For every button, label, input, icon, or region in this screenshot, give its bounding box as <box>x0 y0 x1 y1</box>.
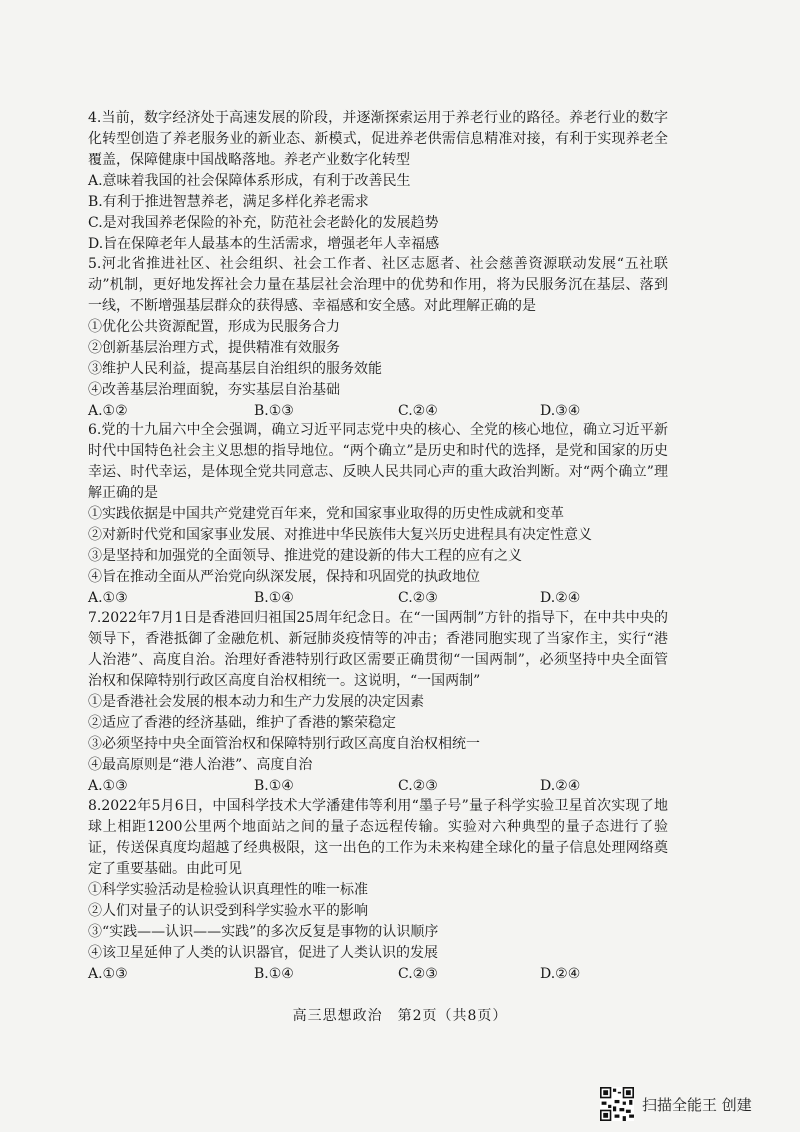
question-stem: 6.党的十九届六中全会强调，确立习近平同志党中央的核心、全党的核心地位，确立习近平新时代中国特色社会主义思想的指导地位。“两个确立”是历史和时代的选择，是党和国家的历史幸运、时代幸运，是体现全党共同意志、反映人民共同心声的重大政治判断。对“两个确立”理解正确的是 <box>88 422 668 501</box>
scanner-watermark <box>600 1086 752 1122</box>
answer-a: A.①③ <box>88 778 128 794</box>
choice-option: D.旨在保障老年人最基本的生活需求，增强老年人幸福感 <box>88 236 440 252</box>
statement-item: ②对新时代党和国家事业发展、对推进中华民族伟大复兴历史进程具有决定性意义 <box>88 527 592 543</box>
answer-b: B.①④ <box>254 966 294 982</box>
statement-item: ④旨在推动全面从严治党向纵深发展，保持和巩固党的执政地位 <box>88 569 480 585</box>
question-5 <box>88 254 668 422</box>
question-stem: 4.当前，数字经济处于高速发展的阶段，并逐渐探索运用于养老行业的路径。养老行业的数字化转型创造了养老服务业的新业态、新模式，促进养老供需信息精准对接，有利于实现养老全覆盖，保障健康中国战略落地。养老产业数字化转型 <box>88 110 668 168</box>
statement-item: ①是香港社会发展的根本动力和生产力发展的决定因素 <box>88 694 424 710</box>
answer-a: A.①③ <box>88 590 128 606</box>
statement-item: ①科学实验活动是检验认识真理性的唯一标准 <box>88 882 368 898</box>
answer-choices <box>88 964 668 985</box>
answer-d: D.③④ <box>540 403 581 419</box>
answer-d: D.②④ <box>540 778 581 794</box>
statement-item: ③维护人民利益，提高基层自治组织的服务效能 <box>88 361 382 377</box>
question-stem: 8.2022年5月6日，中国科学技术大学潘建伟等利用“墨子号”量子科学实验卫星首次实现了地球上相距1200公里两个地面站之间的量子态远程传输。实验对六种典型的量子态进行了验证，传送保真度均超越了经典极限，这一出色的工作为未来构建全球化的量子信息处理网络奠定了重要基础。由此可见 <box>88 798 668 877</box>
answer-choices <box>88 401 668 422</box>
answer-choices <box>88 588 668 609</box>
statement-item: ③必须坚持中央全面管治权和保障特别行政区高度自治权相统一 <box>88 736 480 752</box>
statement-item: ②创新基层治理方式，提供精准有效服务 <box>88 340 340 356</box>
answer-a: A.①③ <box>88 966 128 982</box>
statement-item: ④改善基层治理面貌，夯实基层自治基础 <box>88 382 340 398</box>
qr-code-icon <box>600 1087 634 1121</box>
statement-item: ④最高原则是“港人治港”、高度自治 <box>88 757 313 773</box>
answer-c: C.②③ <box>398 778 438 794</box>
choice-option: C.是对我国养老保险的补充，防范社会老龄化的发展趋势 <box>88 215 439 231</box>
watermark-text: 扫描全能王 创建 <box>642 1095 752 1114</box>
statement-item: ②适应了香港的经济基础，维护了香港的繁荣稳定 <box>88 715 396 731</box>
statement-item: ④该卫星延伸了人类的认识器官，促进了人类认识的发展 <box>88 945 438 961</box>
answer-c: C.②③ <box>398 590 438 606</box>
question-stem: 7.2022年7月1日是香港回归祖国25周年纪念日。在“一国两制”方针的指导下，在中共中央的领导下，香港抵御了金融危机、新冠肺炎疫情等的冲击；香港同胞实现了当家作主，实行“港人治港”、高度自治。治理好香港特别行政区需要正确贯彻“一国两制”，必须坚持中央全面管治权和保障特别行政区高度自治权相统一。这说明，“一国两制” <box>88 610 668 689</box>
question-6 <box>88 420 668 609</box>
question-stem: 5.河北省推进社区、社会组织、社会工作者、社区志愿者、社会慈善资源联动发展“五社联动”机制，更好地发挥社会力量在基层社会治理中的优势和作用，将为民服务沉在基层、落到一线，不断增强基层群众的获得感、幸福感和安全感。对此理解正确的是 <box>88 256 668 314</box>
answer-d: D.②④ <box>540 966 581 982</box>
answer-choices <box>88 776 668 797</box>
statement-item: ①优化公共资源配置，形成为民服务合力 <box>88 319 340 335</box>
answer-b: B.①④ <box>254 778 294 794</box>
answer-c: C.②④ <box>398 403 438 419</box>
answer-b: B.①③ <box>254 403 294 419</box>
answer-a: A.①② <box>88 403 128 419</box>
page-footer: 高三思想政治 第2页（共8页） <box>292 1008 508 1024</box>
choice-option: A.意味着我国的社会保障体系形成，有利于改善民生 <box>88 173 411 189</box>
statement-item: ③是坚持和加强党的全面领导、推进党的建设新的伟大工程的应有之义 <box>88 548 522 564</box>
statement-item: ①实践依据是中国共产党建党百年来，党和国家事业取得的历史性成就和变革 <box>88 506 564 522</box>
question-4 <box>88 108 668 255</box>
statement-item: ②人们对量子的认识受到科学实验水平的影响 <box>88 903 368 919</box>
answer-b: B.①④ <box>254 590 294 606</box>
answer-c: C.②③ <box>398 966 438 982</box>
question-8 <box>88 796 668 985</box>
choice-option: B.有利于推进智慧养老，满足多样化养老需求 <box>88 194 369 210</box>
statement-item: ③“实践——认识——实践”的多次反复是事物的认识顺序 <box>88 924 439 940</box>
answer-d: D.②④ <box>540 590 581 606</box>
question-7 <box>88 608 668 797</box>
